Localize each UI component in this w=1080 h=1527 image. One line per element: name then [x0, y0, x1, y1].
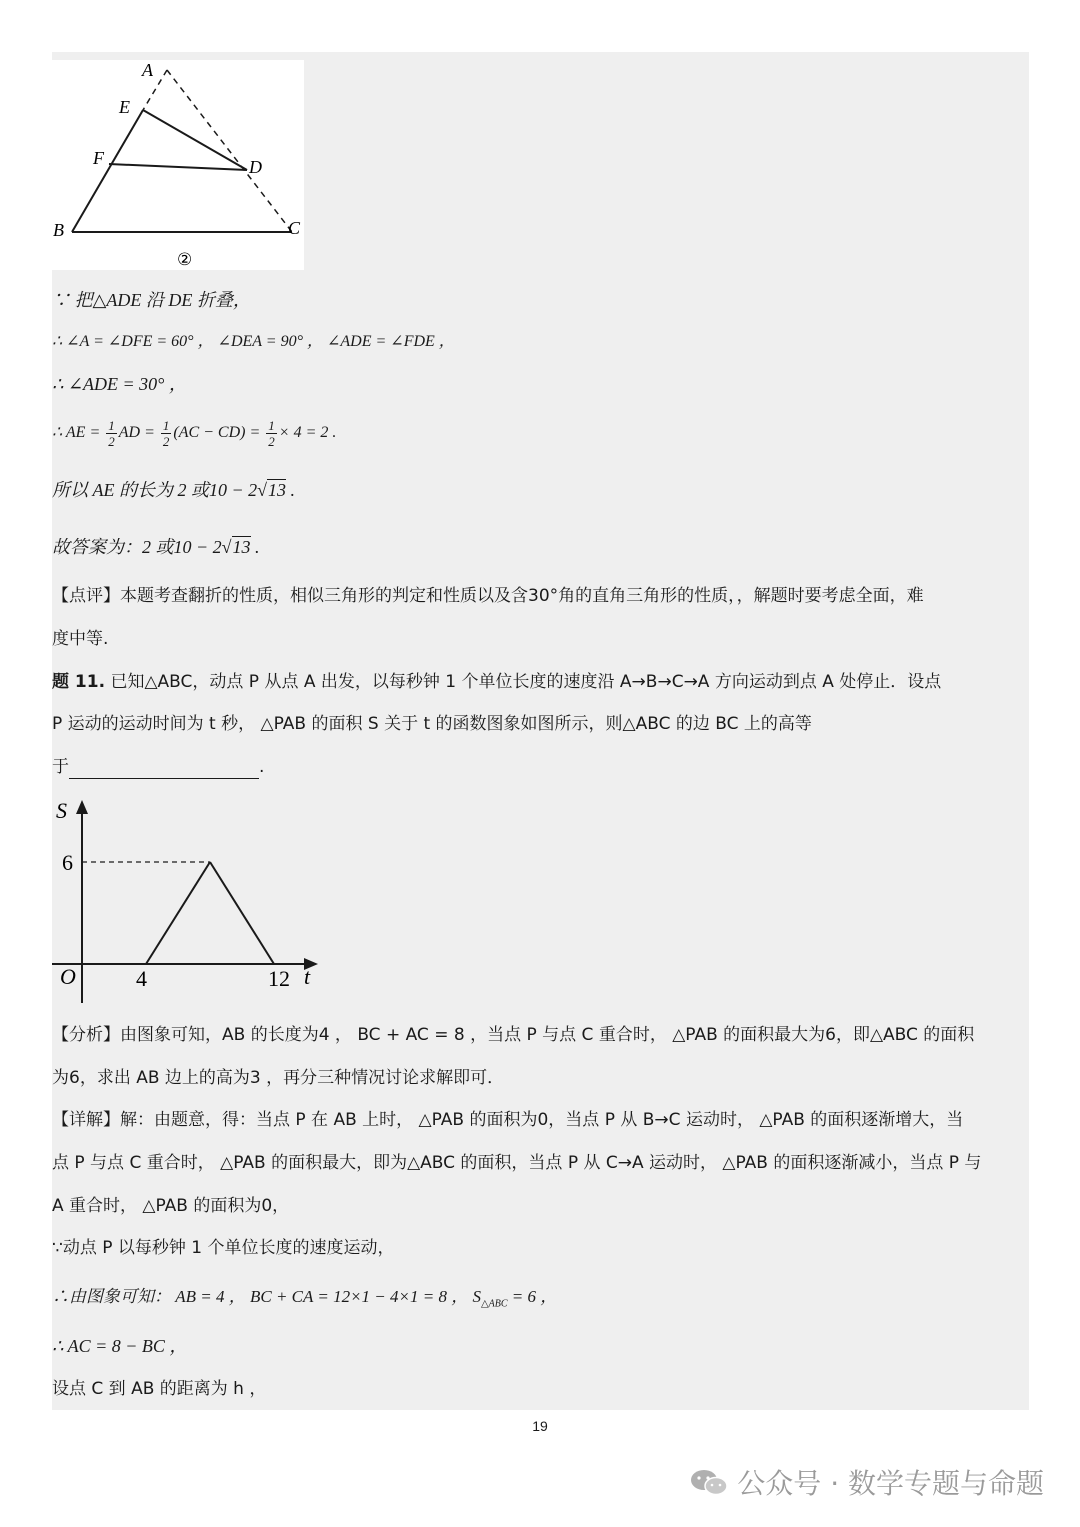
problem-11-label: 题 11. — [52, 672, 106, 692]
label-e: E — [119, 97, 130, 117]
problem-11-line-1 — [52, 670, 941, 694]
detail-line-5 — [52, 1285, 557, 1316]
problem-11-text-3: 于 — [52, 757, 69, 777]
label-c: C — [288, 218, 301, 238]
y-axis-arrow — [76, 800, 88, 814]
frac-den: 2 — [162, 434, 170, 449]
detail-line-4: ∵动点 P 以每秒钟 1 个单位长度的速度运动， — [52, 1238, 395, 1258]
d5-subscript: △ABC — [480, 1298, 508, 1310]
x-axis-label: t — [304, 964, 311, 989]
frac-num: 1 — [108, 418, 115, 433]
detail-line-6: ∴ AC = 8 − BC ， — [52, 1336, 188, 1356]
l6-radicand: 13 — [232, 537, 251, 557]
detail-line-7: 设点 C 到 AB 的距离为 h ， — [52, 1379, 267, 1399]
y-tick-6: 6 — [62, 850, 73, 875]
x-tick-4: 4 — [136, 966, 147, 991]
frac-num: 1 — [162, 418, 170, 433]
solution-line-4 — [52, 418, 336, 449]
solution-line-5: 所以 AE 的长为 2 或10 − 2√13 . — [52, 480, 296, 500]
frac-den: 2 — [268, 434, 275, 449]
problem-11-line-3 — [52, 755, 264, 779]
d5-pre: ∴由图象可知： AB = 4 ， BC + CA = 12×1 − 4×1 = 8 ， S — [52, 1287, 481, 1306]
figure-background — [52, 60, 304, 270]
fraction-half-1 — [106, 418, 117, 449]
fraction-half-3 — [266, 418, 277, 449]
solution-line-1: ∵ 把△ADE 沿 DE 折叠， — [52, 290, 251, 310]
problem-11-text-1: 已知△ABC，动点 P 从点 A 出发，以每秒钟 1 个单位长度的速度沿 A→B→C→A 方向运动到点 A 处停止．设点 — [110, 672, 942, 692]
comment-line-1: 【点评】本题考查翻折的性质，相似三角形的判定和性质以及含30°角的直角三角形的性质，，解题时要考虑全面，难 — [52, 586, 924, 606]
series-segment — [210, 862, 274, 964]
l5-radicand: 13 — [268, 480, 287, 500]
label-a: A — [142, 60, 153, 80]
label-f: F — [93, 148, 104, 168]
watermark-text: 公众号 · 数学专题与命题 — [737, 1467, 1044, 1500]
frac-den: 2 — [108, 434, 115, 449]
problem-11-period: . — [259, 757, 265, 777]
answer-blank[interactable] — [69, 761, 259, 779]
l4-mid2: (AC − CD) = — [173, 424, 265, 442]
analysis-line-2: 为6，求出 AB 边上的高为3 ，再分三种情况讨论求解即可． — [52, 1068, 505, 1088]
wechat-icon — [689, 1467, 729, 1497]
solution-line-2: ∴ ∠A = ∠DFE = 60° ， ∠DEA = 90° ， ∠ADE = ∠FDE ， — [52, 333, 455, 350]
detail-line-1: 【详解】解：由题意，得：当点 P 在 AB 上时， △PAB 的面积为0，当点 P 从 B→C 运动时， △PAB 的面积逐渐增大，当 — [52, 1110, 964, 1130]
detail-line-3: A 重合时， △PAB 的面积为0， — [52, 1196, 290, 1216]
l4-mid1: AD = — [118, 424, 159, 442]
d5-post: = 6 ， — [507, 1287, 558, 1306]
frac-num: 1 — [268, 418, 275, 433]
series-line — [146, 862, 274, 964]
origin-label: O — [60, 964, 76, 989]
watermark — [689, 1462, 1044, 1502]
page-number: 19 — [532, 1418, 548, 1434]
comment-line-2: 度中等. — [52, 629, 109, 649]
solution-line-6: 故答案为：2 或10 − 2√13 . — [52, 537, 260, 557]
problem-11-line-2: P 运动的运动时间为 t 秒， △PAB 的面积 S 关于 t 的函数图象如图所示，则△ABC 的边 BC 上的高等 — [52, 714, 812, 734]
function-graph — [52, 798, 324, 1008]
label-b: B — [53, 220, 64, 240]
detail-line-2: 点 P 与点 C 重合时， △PAB 的面积最大，即为△ABC 的面积，当点 P 从 C→A 运动时， △PAB 的面积逐渐减小，当点 P 与 — [52, 1153, 982, 1173]
fraction-half-2 — [161, 418, 172, 449]
y-axis-label: S — [56, 798, 67, 823]
l6-post: . — [250, 537, 260, 557]
analysis-line-1: 【分析】由图象可知，AB 的长度为4 ， BC + AC = 8 ，当点 P 与点 C 重合时， △PAB 的面积最大为6，即△ABC 的面积 — [52, 1025, 975, 1045]
l4-post: × 4 = 2 . — [278, 424, 337, 442]
x-tick-12: 12 — [268, 966, 290, 991]
l6-pre: 故答案为：2 或10 − 2 — [52, 537, 222, 557]
figure-caption: ② — [177, 250, 193, 270]
l5-post: . — [286, 480, 296, 500]
triangle-figure — [52, 60, 304, 270]
series-segment — [146, 862, 210, 964]
l5-pre: 所以 AE 的长为 2 或10 − 2 — [52, 480, 258, 500]
l4-pre: ∴ AE = — [52, 424, 105, 442]
solution-line-3: ∴ ∠ADE = 30° ， — [52, 374, 187, 394]
label-d: D — [249, 157, 262, 177]
